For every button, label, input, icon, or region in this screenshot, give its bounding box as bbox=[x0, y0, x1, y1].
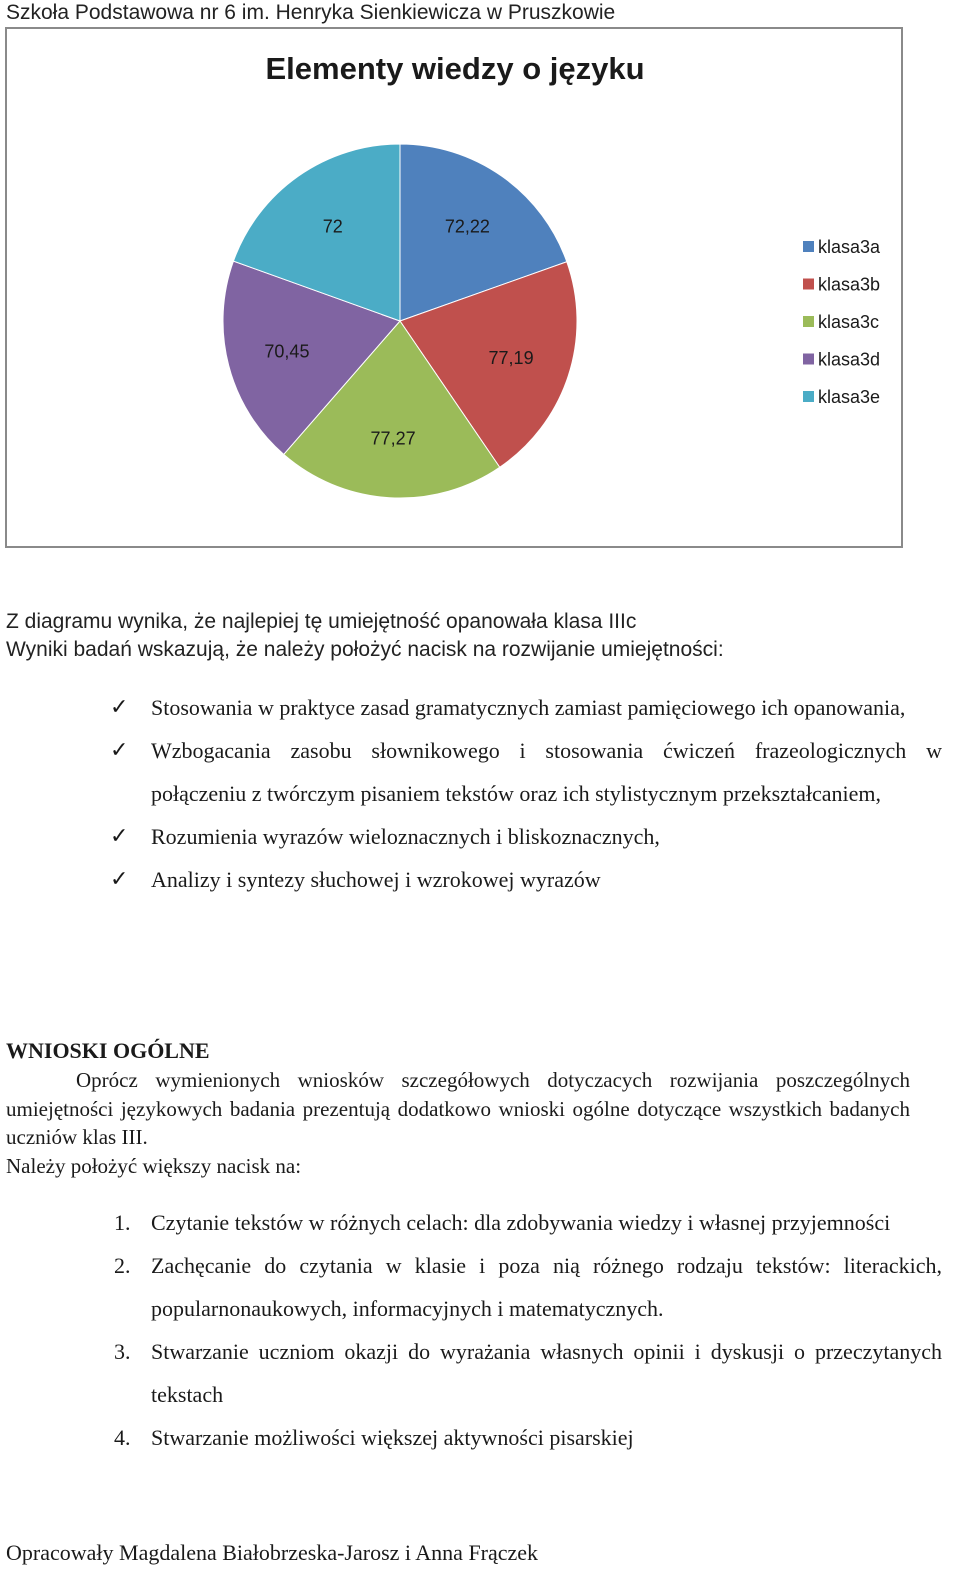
legend-label: klasa3a bbox=[818, 237, 881, 257]
check-icon: ✓ bbox=[110, 867, 129, 892]
list-item-text: Stosowania w praktyce zasad gramatycznych zamiast pamięciowego ich opanowania, bbox=[151, 695, 906, 720]
list-item-text: Zachęcanie do czytania w klasie i poza nią różnego rodzaju tekstów: literackich, popularnonaukowych, informacyjnych i matematycznych. bbox=[151, 1253, 942, 1321]
list-item-text: Stwarzanie uczniom okazji do wyrażania własnych opinii i dyskusji o przeczytanych tekstach bbox=[151, 1339, 942, 1407]
authors-footer: Opracowały Magdalena Białobrzeska-Jarosz i Anna Frączek bbox=[6, 1540, 539, 1565]
pie-chart-panel bbox=[5, 27, 903, 548]
legend-swatch bbox=[803, 279, 814, 290]
list-item-text: Czytanie tekstów w różnych celach: dla zdobywania wiedzy i własnej przyjemności bbox=[151, 1210, 891, 1235]
list-item-text: Stwarzanie możliwości większej aktywności pisarskiej bbox=[151, 1425, 634, 1450]
pie-chart bbox=[7, 29, 901, 546]
legend-label: klasa3d bbox=[818, 349, 881, 370]
pie-value-label: 77,27 bbox=[370, 428, 416, 449]
legend-swatch bbox=[803, 241, 814, 252]
check-icon: ✓ bbox=[110, 738, 129, 763]
legend-label: klasa3c bbox=[818, 312, 880, 332]
legend-swatch bbox=[803, 391, 814, 402]
pie-value-label: 72,22 bbox=[444, 216, 490, 237]
list-item bbox=[110, 815, 942, 858]
chart-legend bbox=[803, 237, 881, 407]
skills-list bbox=[110, 686, 942, 901]
school-header: Szkoła Podstawowa nr 6 im. Henryka Sienkiewicza w Pruszkowie bbox=[6, 1, 616, 24]
list-item bbox=[110, 1244, 942, 1330]
list-item-text: Wzbogacania zasobu słownikowego i stosowania ćwiczeń frazeologicznych w połączeniu z twórczym pisaniem tekstów oraz ich stylistycznym przekształcaniem, bbox=[151, 738, 942, 806]
list-item bbox=[110, 729, 942, 815]
list-item bbox=[110, 686, 942, 729]
pie-value-label: 70,45 bbox=[264, 341, 310, 362]
list-item bbox=[110, 1201, 942, 1244]
list-number: 1. bbox=[114, 1210, 131, 1235]
list-item bbox=[110, 1416, 942, 1459]
chart-title: Elementy wiedzy o języku bbox=[265, 51, 645, 86]
check-icon: ✓ bbox=[110, 824, 129, 849]
list-number: 4. bbox=[114, 1425, 131, 1450]
legend-label: klasa3b bbox=[818, 274, 881, 295]
list-number: 3. bbox=[114, 1339, 131, 1364]
conclusions-paragraph-text: Oprócz wymienionych wniosków szczegółowych dotyczacych rozwijania poszczególnych umiejętności językowych badania prezentują dodatkowo wnioski ogólne dotyczące wszystkich badanych uczniów klas III. bbox=[6, 1068, 910, 1149]
conclusions-body bbox=[6, 1066, 910, 1180]
conclusions-lead: Należy położyć większy nacisk na: bbox=[6, 1153, 302, 1178]
conclusions-paragraph bbox=[6, 1066, 910, 1152]
summary-line-1: Z diagramu wynika, że najlepiej tę umiejętność opanowała klasa IIIc bbox=[6, 610, 637, 633]
legend-swatch bbox=[803, 316, 814, 327]
list-number: 2. bbox=[114, 1253, 131, 1278]
legend-swatch bbox=[803, 354, 814, 365]
legend-label: klasa3e bbox=[818, 387, 881, 407]
list-item-text: Analizy i syntezy słuchowej i wzrokowej wyrazów bbox=[151, 867, 601, 892]
conclusions-title: WNIOSKI OGÓLNE bbox=[6, 1038, 210, 1063]
pie-value-label: 72 bbox=[322, 216, 343, 237]
check-icon: ✓ bbox=[110, 695, 129, 720]
list-item bbox=[110, 858, 942, 901]
pie-value-label: 77,19 bbox=[488, 348, 534, 369]
conclusions-list bbox=[110, 1201, 942, 1459]
list-item bbox=[110, 1330, 942, 1416]
list-item-text: Rozumienia wyrazów wieloznacznych i bliskoznacznych, bbox=[151, 824, 660, 849]
summary-line-2: Wyniki badań wskazują, że należy położyć nacisk na rozwijanie umiejętności: bbox=[6, 638, 724, 661]
